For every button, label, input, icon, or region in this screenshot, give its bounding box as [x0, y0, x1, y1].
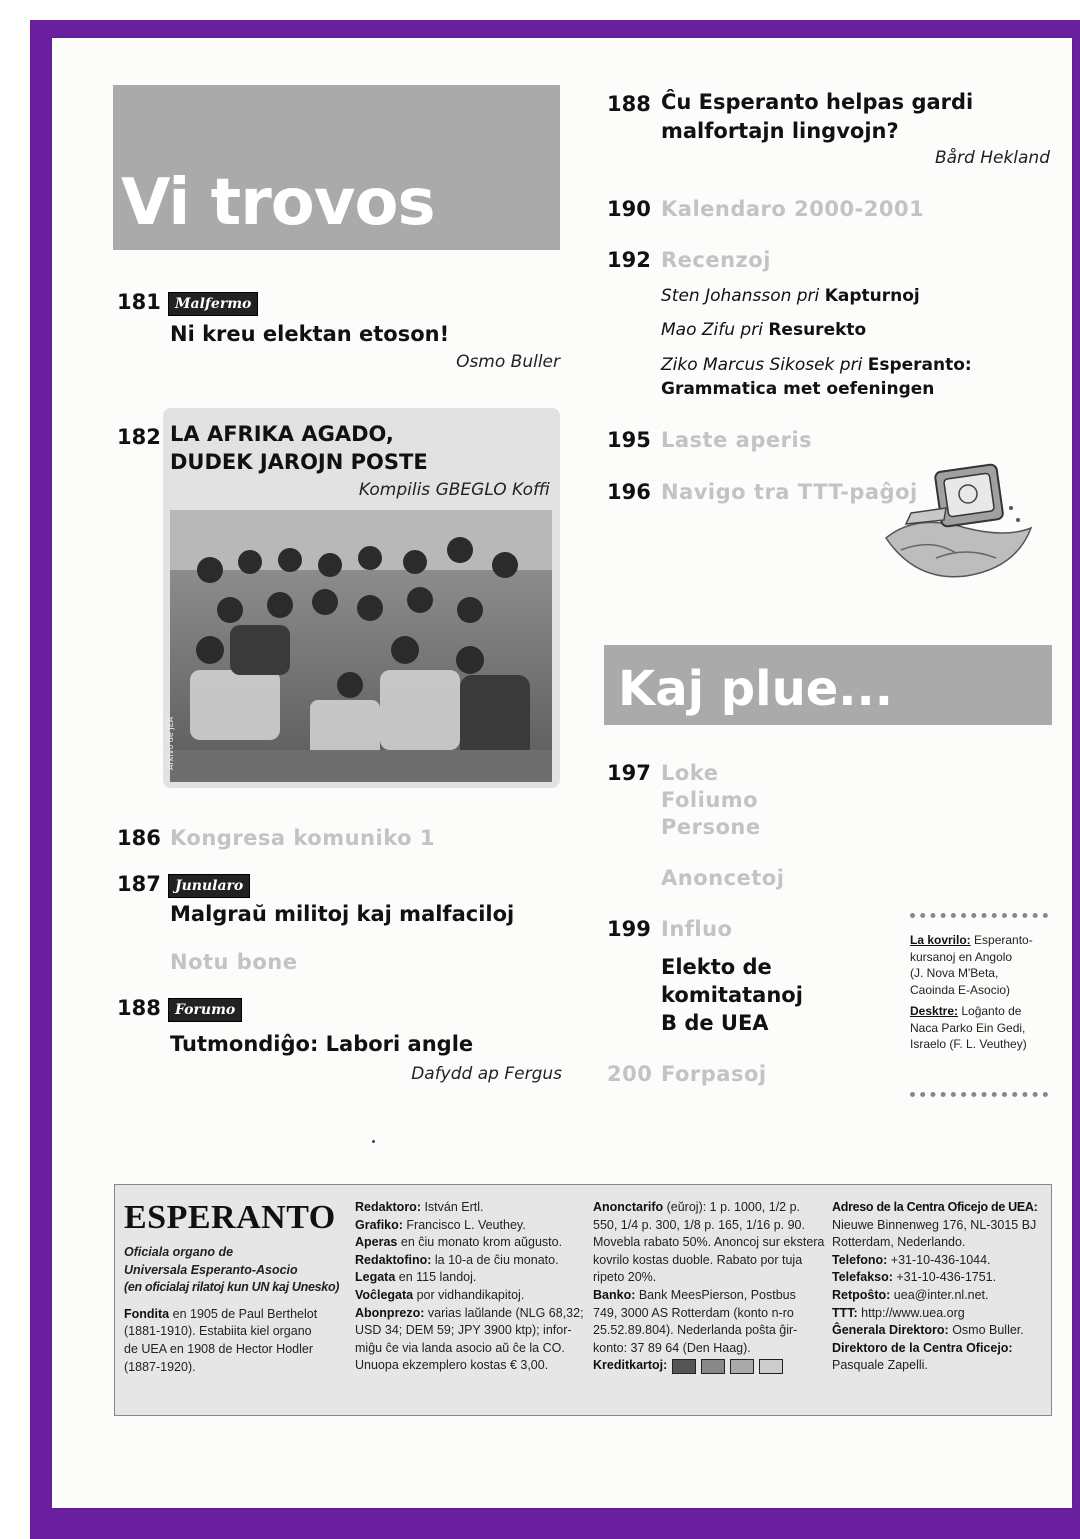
colophon-col-2 — [355, 1199, 585, 1375]
article-title-200[interactable]: Forpasoj — [661, 1062, 767, 1086]
article-sub-199-line1[interactable]: Elekto de — [661, 955, 772, 979]
page-number-195: 195 — [607, 428, 651, 452]
aperas-value: en ĉiu monato krom aŭgusto. — [397, 1235, 563, 1250]
article-title-197-foliumo[interactable]: Foliumo — [661, 788, 759, 812]
fondita-text-1: en 1905 de Paul Berthelot — [169, 1306, 318, 1321]
article-sub-199-line3[interactable]: B de UEA — [661, 1011, 769, 1035]
generala-direktoro-label: Ĝenerala Direktoro: — [832, 1323, 949, 1338]
generala-direktoro-value: Osmo Buller. — [948, 1323, 1024, 1338]
credit-card-icon-2 — [701, 1359, 725, 1374]
credit-card-icon-1 — [672, 1359, 696, 1374]
page-number-182: 182 — [117, 425, 161, 449]
review-1-book: Kapturnoj — [824, 286, 920, 306]
logo-sub-2: Universala Esperanto-Asocio — [124, 1262, 298, 1277]
grafiko-value: Francisco L. Veuthey. — [402, 1217, 526, 1232]
section-badge-forumo: Forumo — [168, 998, 242, 1022]
article-title-181[interactable]: Ni kreu elektan etoson! — [170, 322, 450, 346]
colophon-col-1 — [124, 1196, 342, 1376]
logo-sub-1: Oficiala organo de — [124, 1245, 234, 1259]
anonctarifo-value-5: ripeto 20%. — [593, 1270, 657, 1285]
review-2-book: Resurekto — [768, 320, 867, 340]
grafiko-label: Grafiko: — [355, 1217, 403, 1232]
direktoro-co-value: Pasquale Zapelli. — [832, 1358, 928, 1373]
article-title-182-line2[interactable]: DUDEK JAROJN POSTE — [170, 450, 428, 474]
banko-label: Banko: — [593, 1287, 636, 1302]
desktre-text-1: Loĝanto de — [958, 1004, 1022, 1018]
cover-caption-box — [910, 913, 1048, 1097]
article-title-197-persone[interactable]: Persone — [661, 815, 761, 839]
ttt-link[interactable]: http://www.uea.org — [857, 1305, 965, 1320]
cover-text-2: kursanoj en Angolo — [910, 949, 1013, 964]
redaktofino-label: Redaktofino: — [355, 1252, 432, 1267]
article-title-192[interactable]: Recenzoj — [661, 248, 771, 272]
retposto-value[interactable]: uea@inter.nl.net. — [890, 1287, 989, 1302]
cover-text-4: Caoinda E-Asocio) — [910, 982, 1011, 997]
page-number-181: 181 — [117, 290, 161, 314]
legata-value: en 115 landoj. — [395, 1270, 477, 1285]
center-dot — [372, 1140, 375, 1143]
redaktoro-label: Redaktoro: — [355, 1200, 421, 1214]
banko-value-1: Bank MeesPierson, Postbus — [635, 1287, 796, 1302]
page-number-186: 186 — [117, 826, 161, 850]
computer-surfing-icon — [876, 458, 1036, 588]
article-title-190[interactable]: Kalendaro 2000-2001 — [661, 197, 925, 221]
cover-caption-line1 — [910, 932, 1048, 949]
abonprezo-value-2: USD 34; DEM 59; JPY 3900 ktp); infor- — [355, 1323, 572, 1338]
ttt-label: TTT: — [832, 1305, 858, 1320]
banko-value-2: 749, 3000 AS Rotterdam (konto n-ro — [593, 1305, 794, 1320]
article-title-186[interactable]: Kongresa komuniko 1 — [170, 826, 435, 850]
retposto-label: Retpoŝto: — [832, 1287, 891, 1302]
review-1[interactable] — [661, 286, 920, 306]
article-title-199[interactable]: Influo — [661, 917, 733, 941]
anonctarifo-value-1: (eŭroj): 1 p. 1000, 1/2 p. — [663, 1200, 801, 1214]
article-author-188-left: Dafydd ap Fergus — [411, 1064, 562, 1084]
article-author-188-right: Bård Hekland — [934, 148, 1050, 168]
redaktofino-value: la 10-a de ĉiu monato. — [431, 1252, 559, 1267]
adreso-value-2: Rotterdam, Nederlando. — [832, 1235, 966, 1250]
banko-value-3: 25.52.89.804). Nederlanda poŝta ĝir- — [593, 1323, 798, 1338]
credit-card-icon-4 — [759, 1359, 783, 1374]
adreso-value-1: Nieuwe Binnenweg 176, NL-3015 BJ — [832, 1217, 1037, 1232]
voclegata-value: por vidhandikapitoj. — [413, 1287, 525, 1302]
section-badge-junularo: Junularo — [168, 874, 250, 898]
article-title-196[interactable]: Navigo tra TTT-paĝoj — [661, 480, 918, 504]
colophon-col-3 — [593, 1199, 825, 1375]
cover-text-1: Esperanto- — [970, 933, 1033, 947]
abonprezo-label: Abonprezo: — [355, 1305, 425, 1320]
credit-card-icon-3 — [730, 1359, 754, 1374]
article-title-188-right-line2[interactable]: malfortajn lingvojn? — [661, 119, 899, 143]
page-number-199: 199 — [607, 917, 651, 941]
banko-value-4: konto: 37 89 64 (Den Haag). — [593, 1340, 751, 1355]
header-kaj-plue — [604, 645, 1052, 725]
anonctarifo-label: Anonctarifo — [593, 1200, 664, 1214]
telefono-value: +31-10-436-1044. — [887, 1252, 991, 1267]
cover-label: La kovrilo: — [910, 933, 971, 947]
header-vi-trovos-text: Vi trovos — [121, 166, 435, 240]
telefakso-label: Telefakso: — [832, 1270, 893, 1285]
page-number-196: 196 — [607, 480, 651, 504]
photo-credit: Arkivo de JEA — [166, 716, 175, 770]
desktre-text-2: Naca Parko Ein Gedi, — [910, 1020, 1026, 1035]
header-kaj-plue-text: Kaj plue... — [618, 661, 893, 717]
adreso-label: Adreso de la Centra Oficejo de UEA: — [832, 1200, 1038, 1214]
article-title-197-anoncetoj[interactable]: Anoncetoj — [661, 866, 785, 890]
direktoro-co-label: Direktoro de la Centra Oficejo: — [832, 1340, 1013, 1355]
fondita-text-3: de UEA en 1908 de Hector Hodler — [124, 1341, 314, 1356]
desktre-label: Desktre: — [910, 1004, 959, 1018]
review-1-author: Sten Johansson pri — [661, 286, 825, 306]
colophon-col-4 — [832, 1199, 1046, 1375]
fondita-line1 — [124, 1306, 342, 1324]
page-number-187: 187 — [117, 872, 161, 896]
logo-sub-3: (en oficialaj rilatoj kun UN kaj Unesko) — [124, 1280, 340, 1295]
legata-label: Legata — [355, 1270, 396, 1285]
abonprezo-value-3: miĝu ĉe via landa asocio aŭ ĉe la CO. — [355, 1340, 565, 1355]
aperas-label: Aperas — [355, 1235, 398, 1250]
redaktoro-value: István Ertl. — [420, 1200, 484, 1214]
abonprezo-value-1: varias laŭlande (NLG 68,32; — [424, 1305, 584, 1320]
cover-caption-line2 — [910, 1003, 1048, 1020]
article-title-182-line1[interactable]: LA AFRIKA AGADO, — [170, 422, 394, 446]
article-title-197-loke[interactable]: Loke — [661, 761, 719, 785]
telefono-label: Telefono: — [832, 1252, 888, 1267]
article-title-187[interactable]: Malgraŭ militoj kaj malfaciloj — [170, 902, 515, 926]
page-number-188-right: 188 — [607, 92, 651, 116]
logo-esperanto: ESPERANTO — [124, 1199, 336, 1236]
fondita-text-4: (1887-1920). — [124, 1359, 196, 1374]
review-3[interactable] — [661, 355, 972, 375]
review-3-author: Ziko Marcus Sikosek pri — [661, 355, 868, 375]
voclegata-label: Voĉlegata — [355, 1287, 414, 1302]
cover-text-3: (J. Nova M'Beta, — [910, 966, 999, 980]
article-sub-199-line2[interactable]: komitatanoj — [661, 983, 803, 1007]
header-vi-trovos — [113, 85, 560, 250]
page-number-200: 200 — [607, 1062, 653, 1086]
article-title-188-left[interactable]: Tutmondiĝo: Labori angle — [170, 1032, 474, 1056]
page-number-192: 192 — [607, 248, 651, 272]
abonprezo-value-4: Unuopa ekzemplero kostas € 3,00. — [355, 1358, 549, 1373]
review-2-author: Mao Zifu pri — [661, 320, 769, 340]
review-3-book-line2[interactable]: Grammatica met oefeningen — [661, 379, 935, 399]
page-number-190: 190 — [607, 197, 651, 221]
group-photo — [170, 510, 552, 782]
kreditkartoj-label: Kreditkartoj: — [593, 1358, 668, 1373]
article-sub-187[interactable]: Notu bone — [170, 950, 298, 974]
review-2[interactable] — [661, 320, 866, 340]
kreditkartoj-row — [593, 1357, 825, 1375]
fondita-label: Fondita — [124, 1306, 170, 1321]
fondita-text-2: (1881-1910). Estabiita kiel organo — [124, 1324, 312, 1339]
desktre-text-3: Israelo (F. L. Veuthey) — [910, 1037, 1027, 1051]
section-badge-malfermo: Malfermo — [168, 292, 258, 316]
article-title-188-right-line1[interactable]: Ĉu Esperanto helpas gardi — [661, 90, 974, 114]
anonctarifo-value-4: kovrilo kostas duoble. Rabato por tuja — [593, 1252, 803, 1267]
anonctarifo-value-3: Movebla rabato 50%. Anoncoj sur ekstera — [593, 1235, 825, 1250]
page-number-197: 197 — [607, 761, 651, 785]
telefakso-value: +31-10-436-1751. — [892, 1270, 997, 1285]
article-author-182: Kompilis GBEGLO Koffi — [358, 480, 550, 500]
article-author-181: Osmo Buller — [456, 352, 560, 372]
review-3-book: Esperanto: — [867, 355, 972, 375]
article-title-195[interactable]: Laste aperis — [661, 428, 813, 452]
page-number-188-left: 188 — [117, 996, 161, 1020]
anonctarifo-value-2: 550, 1/4 p. 300, 1/8 p. 165, 1/16 p. 90. — [593, 1217, 805, 1232]
